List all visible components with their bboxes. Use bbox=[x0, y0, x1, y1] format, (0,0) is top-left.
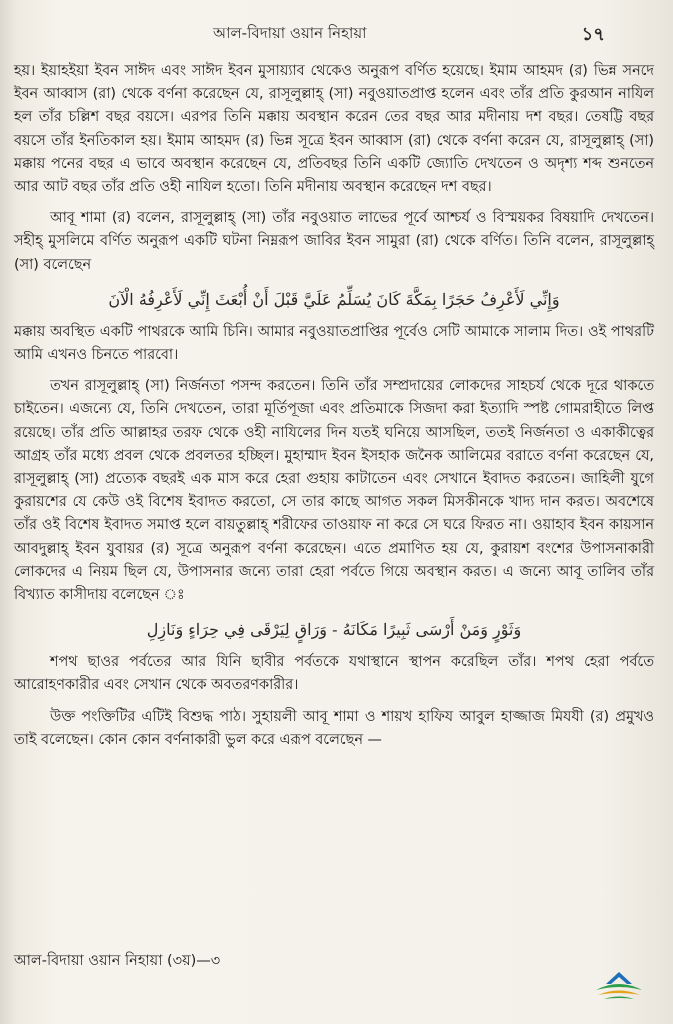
arabic-hadith-text: وَإِنِّي لَأَعْرِفُ حَجَرًا بِمَكَّةَ كَانَ يُسَلِّمُ عَلَيَّ قَبْلَ أَنْ أُبْعَثَ إِنِّي لَأَعْرِفُهُ الْآنَ bbox=[108, 289, 560, 309]
paragraph: শপথ ছাওর পর্বতের আর যিনি ছাবীর পর্বতকে যথাস্থানে স্থাপন করেছিল তাঁর। শপথ হেরা পর্বতে আরোহণকারীর এবং সেখান থেকে অবতরণকারীর। bbox=[14, 654, 654, 694]
paragraph: উক্ত পংক্তিটির এটিই বিশুদ্ধ পাঠ। সুহায়লী আবূ শামা ও শায়খ হাফিয আবুল হাজ্জাজ মিযযী (র) প্রমুখও তাই বলেছেন। কোন কোন বর্ণনাকারী ভুল করে এরূপ বলেছেন — bbox=[14, 708, 654, 748]
page-number: ১৭ bbox=[581, 24, 605, 45]
paragraph: হয়। ইয়াহইয়া ইবন সাঈদ এবং সাঈদ ইবন মুসায়্যাব থেকেও অনুরূপ বর্ণিত হয়েছে। ইমাম আহমদ (র) ভিন্ন সনদে ইবন আব্বাস (রা) থেকে বর্ণনা করেছেন যে, রাসূলুল্লাহ্ (সা) নবুওয়াতপ্রাপ্ত হলেন এবং তাঁর প্রতি কুরআন নাযিল হল তাঁর চল্লিশ বছর বয়সে। এরপর তিনি মক্কায় অবস্থান করেন তের বছর আর মদীনায় দশ বছর। তেষট্টি বছর বয়সে তাঁর ইনতিকাল হয়। ইমাম আহমদ (র) ভিন্ন সূত্রে ইবন আব্বাস (রা) থেকে বর্ণনা করেন যে, রাসূলুল্লাহ্ (সা) মক্কায় পনের বছর এ ভাবে অবস্থান করেছেন যে, প্রতিবছর তিনি একটি জ্যোতি দেখতেন ও অদৃশ্য শব্দ শুনতেন আর আট বছর তাঁর প্রতি ওহী নাযিল হতো। তিনি মদীনায় অবস্থান করেছেন দশ বছর। bbox=[14, 63, 654, 196]
main-text bbox=[14, 60, 654, 752]
page-header bbox=[0, 18, 673, 48]
arabic-poem-verse: وَثَوْرٍ وَمَنْ أَرْسَى ثَبِيرًا مَكَانَهُ - وَرَاقٍ لِيَرْقَى فِي حِرَاءٍ وَنَازِلِ bbox=[146, 620, 522, 640]
running-title: আল-বিদায়া ওয়ান নিহায়া bbox=[213, 24, 367, 42]
footer-signature: আল-বিদায়া ওয়ান নিহায়া (৩য়)—৩ bbox=[14, 953, 221, 969]
publisher-logo-icon bbox=[592, 968, 646, 1008]
paragraph: মক্কায় অবস্থিত একটি পাথরকে আমি চিনি। আমার নবুওয়াতপ্রাপ্তির পূর্বেও সেটি আমাকে সালাম দিত। ওই পাথরটি আমি এখনও চিনতে পারবো। bbox=[14, 323, 654, 364]
paragraph: তখন রাসূলুল্লাহ্ (সা) নির্জনতা পসন্দ করতেন। তিনি তাঁর সম্প্রদায়ের লোকদের সাহচর্য থেকে দূরে থাকতে চাইতেন। এজন্যে যে, তিনি দেখতেন, তারা মূর্তিপূজা এবং প্রতিমাকে সিজদা করা ইত্যাদি স্পষ্ট গোমরাহীতে লিপ্ত রয়েছে। তাঁর প্রতি আল্লাহর তরফ থেকে ওহী নাযিলের দিন যতই ঘনিয়ে আসছিল, ততই নির্জনতা ও একাকীত্বের আগ্রহ তাঁর মধ্যে প্রবল থেকে প্রবলতর হচ্ছিল। মুহাম্মাদ ইবন ইসহাক জনৈক আলিমের বরাতে বর্ণনা করেছেন যে, রাসূলুল্লাহ্ (সা) প্রত্যেক বছরই এক মাস করে হেরা গুহায় কাটাতেন এবং সেখানে ইবাদত করতেন। জাহিলী যুগে কুরায়শের যে কেউ ওই বিশেষ ইবাদত করতো, সে তার কাছে আগত সকল মিসকীনকে খাদ্য দান করত। অবশেষে তাঁর ওই বিশেষ ইবাদত সমাপ্ত হলে বায়তুল্লাহ্ শরীফের তাওয়াফ না করে সে ঘরে ফিরত না। ওয়াহাব ইবন কায়সান আবদুল্লাহ্ ইবন যুবায়র (র) সূত্রে অনুরূপ বর্ণনা করেছেন। এতে প্রমাণিত হয় যে, কুরায়শ বংশের উপাসনাকারী লোকদের এ নিয়ম ছিল যে, উপাসনার জন্যে তারা হেরা পর্বতে গিয়ে অবস্থান করত। এ জন্যে আবূ তালিব তাঁর বিখ্যাত কাসীদায় বলেছেন ঃ bbox=[14, 378, 654, 604]
paragraph: আবূ শামা (র) বলেন, রাসূলুল্লাহ্ (সা) তাঁর নবুওয়াত লাভের পূর্বে আশ্চর্য ও বিস্ময়কর বিষয়াদি দেখতেন। সহীহ্ মুসলিমে বর্ণিত অনুরূপ একটি ঘটনা নিম্নরূপ জাবির ইবন সামুরা (রা) থেকে বর্ণিত। তিনি বলেন, রাসূলুল্লাহ্ (সা) বলেছেন bbox=[14, 210, 654, 273]
